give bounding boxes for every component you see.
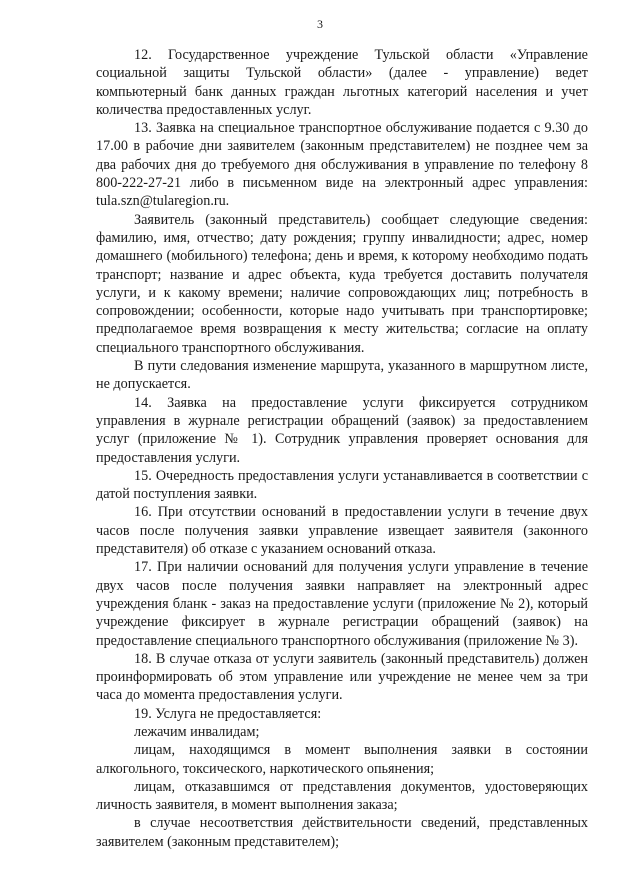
paragraph-17: 17. При наличии оснований для получения услуги управление в течение двух часов после получения заявки направляет на электронный адрес учреждения бланк - заказ на предоставление услуги (приложение № 2), который учреждение фиксирует в журнале регистрации обращений (заявок) на предоставление специального транспортного обслуживания (приложение № 3). — [96, 559, 588, 649]
document-body — [96, 46, 588, 851]
list-item-bedridden: лежачим инвалидам; — [134, 723, 260, 740]
paragraph-15: 15. Очередность предоставления услуги устанавливается в соответствии с датой поступления заявки. — [96, 467, 588, 503]
list-item-intoxicated: лицам, находящимся в момент выполнения заявки в состоянии алкогольного, токсического, наркотического опьянения; — [96, 742, 588, 777]
paragraph-18: 18. В случае отказа от услуги заявитель (законный представитель) должен проинформировать об этом управление или учреждение не менее чем за три часа до момента предоставления услуги. — [96, 650, 588, 704]
list-item-false-info: в случае несоответствия действительности сведений, представленных заявителем (законным представителем); — [96, 815, 588, 850]
paragraph-14: 14. Заявка на предоставление услуги фиксируется сотрудником управления в журнале регистрации обращений (заявок) за предоставлением услуг (приложение № 1). Сотрудник управления проверяет основания для предоставления услуги. — [96, 394, 588, 466]
paragraph-19: 19. Услуга не предоставляется: — [134, 705, 322, 722]
paragraph-12: 12. Государственное учреждение Тульской области «Управление социальной защиты Тульской области» (далее - управление) ведет компьютерный банк данных граждан льготных категорий населения и учет количества предоставленных услуг. — [96, 47, 588, 118]
paragraph-13: 13. Заявка на специальное транспортное обслуживание подается с 9.30 до 17.00 в рабочие дни заявителем (законным представителем) не позднее чем за два рабочих дня до требуемого дня обслуживания в управление по телефону 8 800-222-27-21 либо в письменном виде на электронный адрес управления: tula.szn@tularegion.ru. — [96, 120, 588, 210]
paragraph-applicant-info: Заявитель (законный представитель) сообщает следующие сведения: фамилию, имя, отчество; дату рождения; группу инвалидности; адрес, номер домашнего (мобильного) телефона; день и время, к которому необходимо подать транспорт; название и адрес объекта, куда требуется доставить получателя услуги, и к какому времени; наличие сопровождающих лиц; потребность в сопровождении; особенности, которые надо учитывать при транспортировке; предполагаемое время возвращения к месту жительства; согласие на оплату специального транспортного обслуживания. — [96, 211, 588, 356]
paragraph-route-change: В пути следования изменение маршрута, указанного в маршрутном листе, не допускается. — [96, 358, 588, 393]
page-number: 3 — [317, 17, 323, 31]
paragraph-16: 16. При отсутствии оснований в предоставлении услуги в течение двух часов после получения заявки управление извещает заявителя (законного представителя) об отказе с указанием оснований отказа. — [96, 504, 588, 558]
list-item-no-documents: лицам, отказавшимся от представления документов, удостоверяющих личность заявителя, в момент выполнения заказа; — [96, 778, 588, 814]
